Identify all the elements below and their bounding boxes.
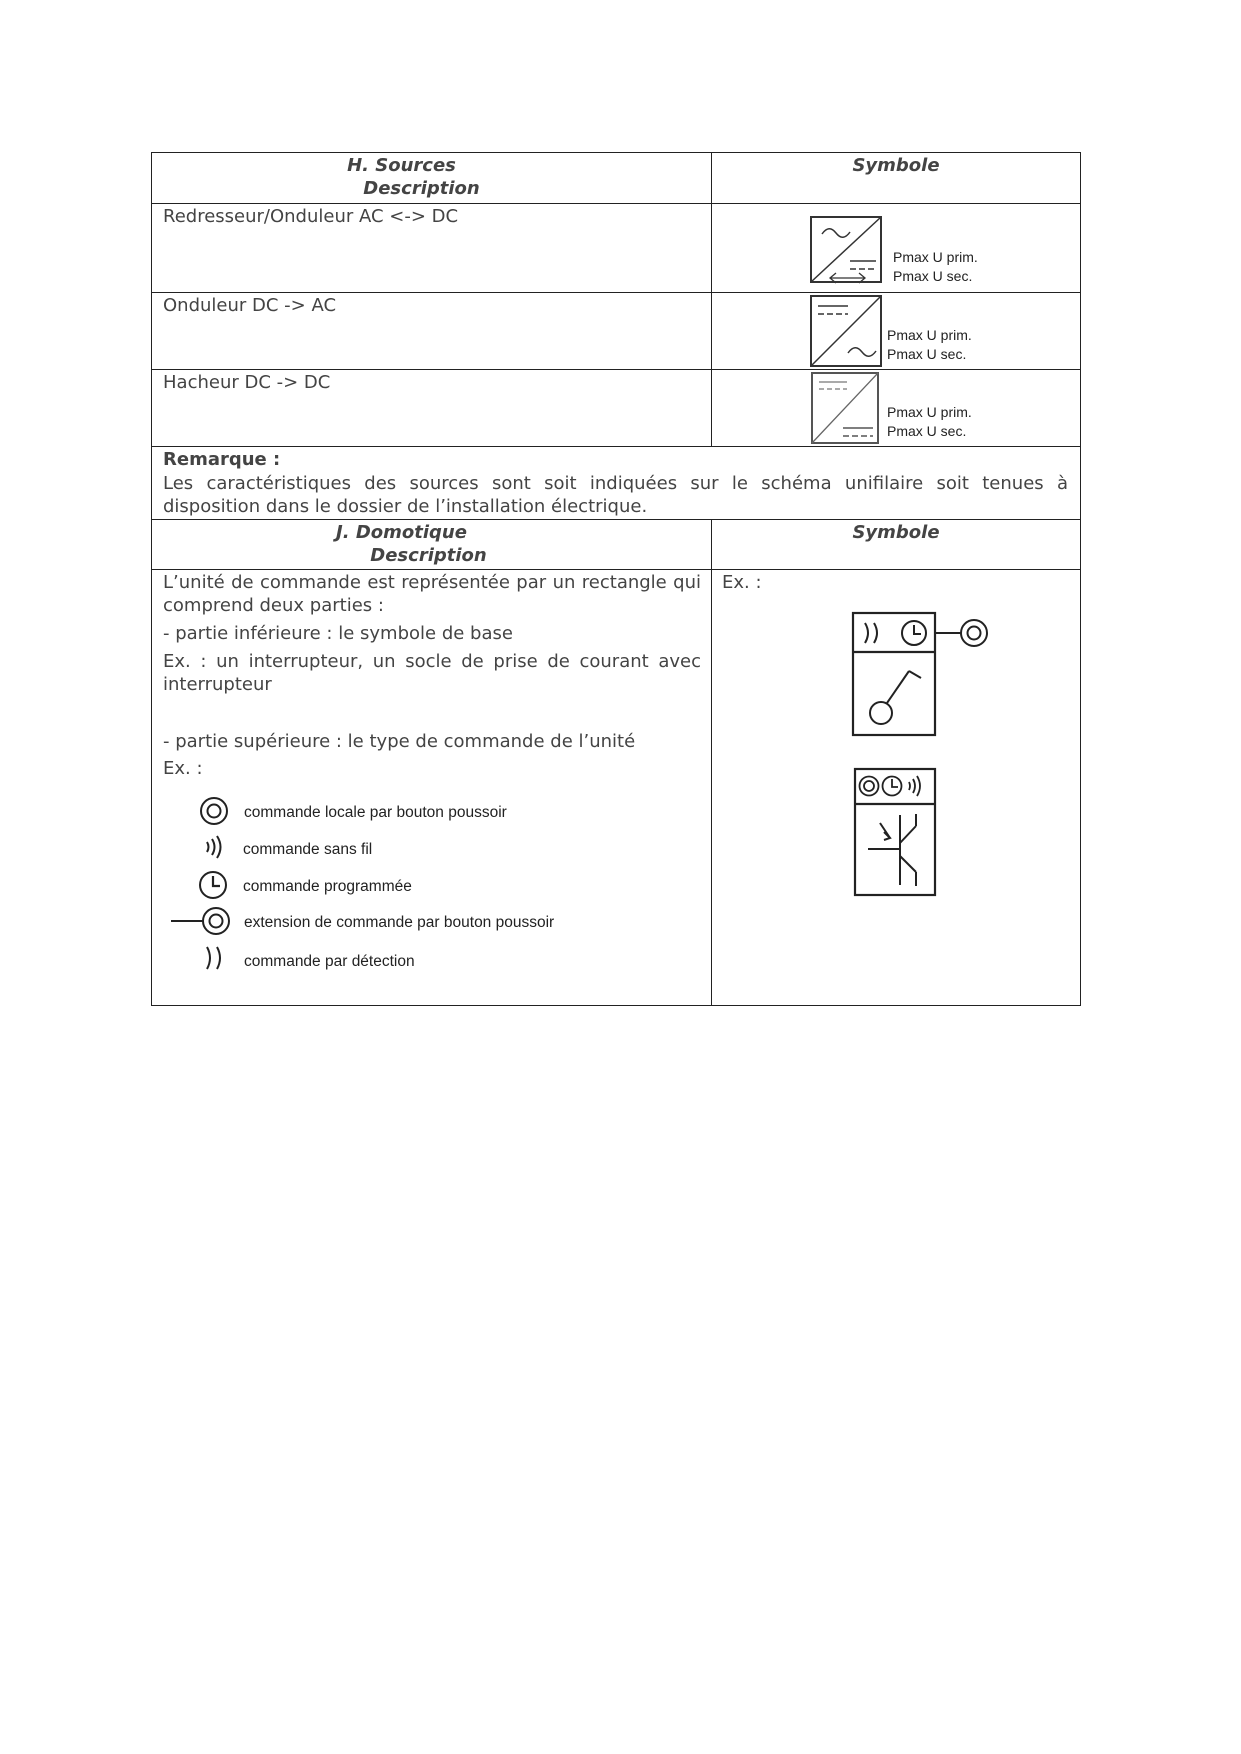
chopper-symbol-icon	[811, 372, 879, 444]
domotique-body-row	[152, 569, 1080, 1005]
sources-header-symbol: Symbole	[852, 155, 940, 176]
remark-title: Remarque :	[163, 449, 281, 470]
source-label: Redresseur/Onduleur AC <-> DC	[163, 206, 459, 227]
source-row-rectifier-inverter	[152, 203, 1080, 292]
sources-header-description-cell	[152, 153, 712, 203]
source-row-inverter	[152, 292, 1080, 369]
push-button-icon	[198, 795, 230, 827]
source-pmax-prim: Pmax U prim.	[893, 249, 978, 265]
sources-header-row	[152, 153, 1080, 203]
extension-push-button-icon	[170, 905, 232, 937]
rectifier-inverter-symbol-icon	[810, 216, 882, 284]
domotique-symbol-cell	[712, 570, 1080, 1005]
source-pmax-sec: Pmax U sec.	[887, 346, 967, 362]
domotique-header-title: J. Domotique	[336, 522, 467, 543]
sources-header-description: Description	[363, 178, 480, 199]
legend-text: extension de commande par bouton poussoir	[244, 914, 555, 931]
source-pmax-sec: Pmax U sec.	[893, 268, 973, 284]
legend-text: commande par détection	[244, 953, 415, 970]
wireless-icon	[202, 833, 226, 861]
source-symbol-cell	[712, 204, 1080, 292]
control-unit-switch-example-icon	[852, 612, 1002, 738]
source-symbol-cell	[712, 370, 1080, 446]
sources-header-title: H. Sources	[347, 155, 456, 176]
domotique-description-cell	[152, 570, 712, 1005]
clock-icon	[197, 869, 229, 901]
inverter-symbol-icon	[810, 295, 882, 367]
domotique-header-row	[152, 519, 1080, 569]
sources-header-symbol-cell	[712, 153, 1080, 203]
remark-cell	[152, 447, 1080, 519]
source-symbol-cell	[712, 293, 1080, 369]
control-unit-transistor-example-icon	[854, 768, 938, 898]
domotique-lower-example: Ex. : un interrupteur, un socle de prise de courant avec interrupteur	[163, 651, 701, 695]
domotique-ex-label: Ex. :	[163, 758, 203, 779]
domotique-header-symbol-cell	[712, 520, 1080, 569]
domotique-header-description-cell	[152, 520, 712, 569]
domotique-intro: L’unité de commande est représentée par un rectangle qui comprend deux parties :	[163, 572, 701, 616]
source-description-cell	[152, 293, 712, 369]
source-description-cell	[152, 204, 712, 292]
domotique-header-description: Description	[370, 545, 487, 566]
symbol-table	[151, 152, 1081, 1006]
remark-text: Les caractéristiques des sources sont soit indiquées sur le schéma unifilaire soit tenues à disposition dans le dossier de l’installation électrique.	[163, 473, 1068, 517]
source-row-chopper	[152, 369, 1080, 446]
domotique-lower-part: - partie inférieure : le symbole de base	[163, 623, 513, 644]
symbol-ex-label: Ex. :	[722, 572, 762, 593]
source-label: Onduleur DC -> AC	[163, 295, 337, 316]
domotique-upper-part: - partie supérieure : le type de commande de l’unité	[163, 731, 636, 752]
source-pmax-sec: Pmax U sec.	[887, 423, 967, 439]
legend-text: commande locale par bouton poussoir	[244, 804, 507, 821]
legend-text: commande programmée	[243, 878, 412, 895]
source-pmax-prim: Pmax U prim.	[887, 327, 972, 343]
legend-text: commande sans fil	[243, 841, 373, 858]
source-description-cell	[152, 370, 712, 446]
remark-row	[152, 446, 1080, 519]
detection-icon	[203, 944, 229, 972]
source-label: Hacheur DC -> DC	[163, 372, 331, 393]
source-pmax-prim: Pmax U prim.	[887, 404, 972, 420]
domotique-header-symbol: Symbole	[852, 522, 940, 543]
